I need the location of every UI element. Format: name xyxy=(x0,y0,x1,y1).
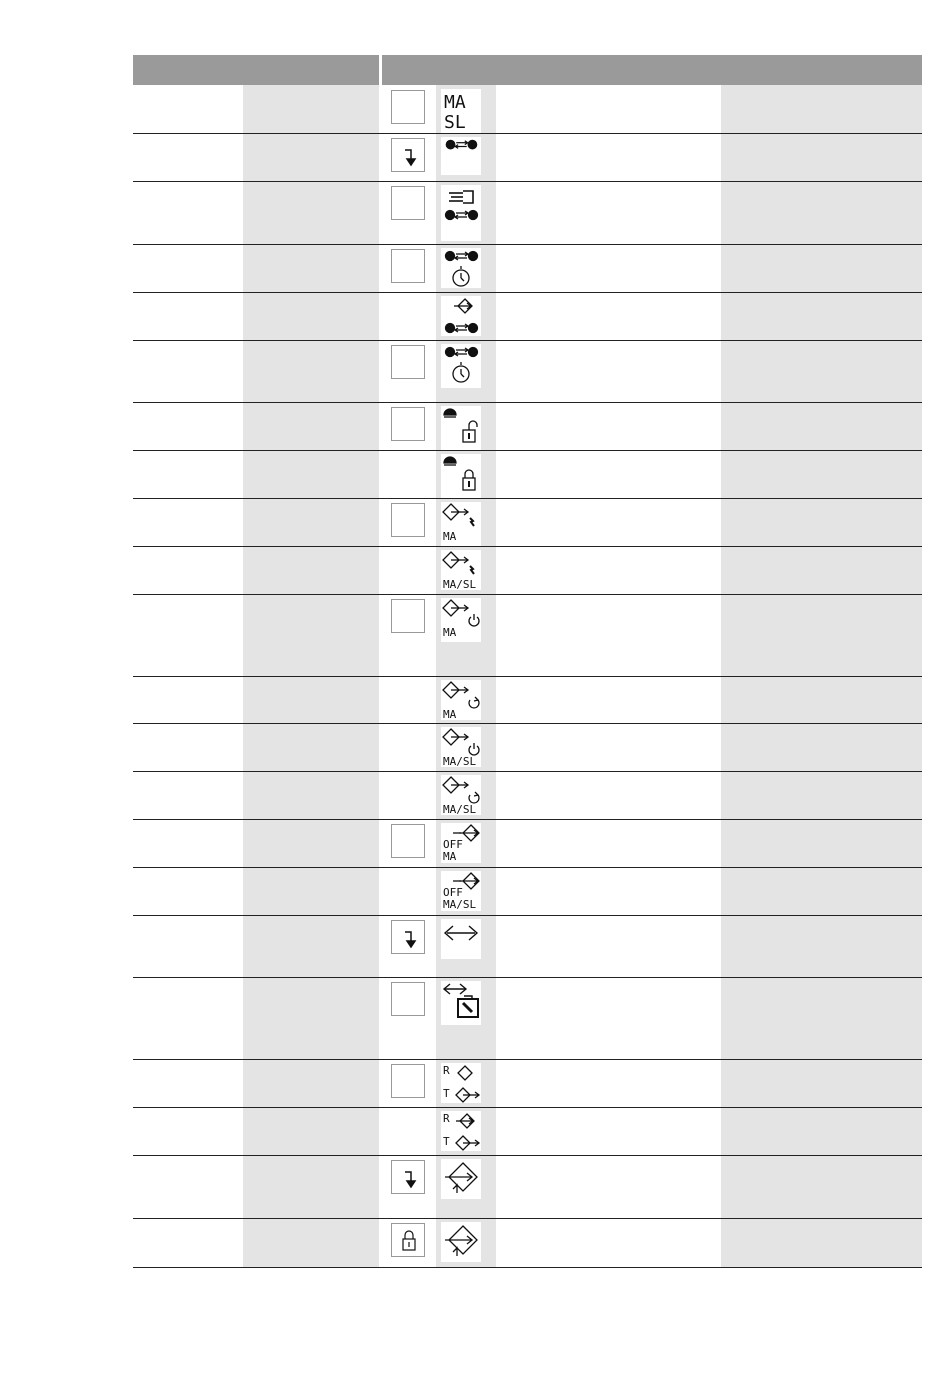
ext-off-ma-sl-icon xyxy=(441,871,481,911)
setting-button[interactable] xyxy=(391,599,425,633)
icon-label: MA/SL xyxy=(443,755,477,767)
icon-label: MA/SL xyxy=(443,578,477,590)
row-separator xyxy=(133,133,922,134)
pump-exchange-timer-icon xyxy=(441,248,481,288)
pump-exchange-timer-icon xyxy=(441,344,481,388)
icon-label: MA/SL xyxy=(443,803,477,815)
parallel-pump-exchange-icon xyxy=(441,185,481,241)
analog-input-locked-icon xyxy=(441,1222,481,1262)
fault-signal-ma-sl-icon xyxy=(441,550,481,590)
icon-label: SL xyxy=(444,112,466,133)
setting-button[interactable] xyxy=(391,982,425,1016)
pump-unlocked-icon xyxy=(441,406,481,450)
table-header-left xyxy=(133,55,379,85)
row-separator xyxy=(133,292,922,293)
arrow-down-icon xyxy=(392,139,426,173)
row-separator xyxy=(133,402,922,403)
row-separator xyxy=(133,676,922,677)
icon-label: OFF xyxy=(443,838,463,851)
run-signal-ma-sl-icon xyxy=(441,727,481,767)
analog-input-icon xyxy=(441,1159,481,1199)
setting-button[interactable] xyxy=(391,1064,425,1098)
icon-label: MA xyxy=(444,92,466,113)
setting-button[interactable] xyxy=(391,824,425,858)
row-separator xyxy=(133,977,922,978)
icon-label: MA xyxy=(443,850,457,863)
menu-enter-button[interactable] xyxy=(391,138,425,172)
icon-label: MA xyxy=(443,530,457,543)
table-header-right xyxy=(382,55,922,85)
arrow-down-icon xyxy=(392,1161,426,1195)
lock-button[interactable] xyxy=(391,1223,425,1257)
lock-icon xyxy=(392,1224,426,1258)
setting-button[interactable] xyxy=(391,503,425,537)
row-separator xyxy=(133,498,922,499)
menu-enter-button[interactable] xyxy=(391,1160,425,1194)
operation-signal-ma-icon xyxy=(441,680,481,720)
icon-label: R xyxy=(443,1064,450,1077)
row-separator xyxy=(133,819,922,820)
setting-button[interactable] xyxy=(391,186,425,220)
fault-signal-ma-icon xyxy=(441,502,481,546)
row-separator xyxy=(133,1218,922,1219)
row-separator xyxy=(133,594,922,595)
communication-service-icon xyxy=(441,981,481,1025)
row-separator xyxy=(133,1267,922,1268)
icon-label: OFF xyxy=(443,886,463,899)
menu-enter-button[interactable] xyxy=(391,920,425,954)
row-separator xyxy=(133,1155,922,1156)
setting-button[interactable] xyxy=(391,407,425,441)
communication-icon xyxy=(441,919,481,959)
receive-transmit-icon xyxy=(441,1063,481,1103)
pump-exchange-icon xyxy=(441,137,481,175)
row-separator xyxy=(133,771,922,772)
pump-locked-icon xyxy=(441,454,481,498)
row-separator xyxy=(133,915,922,916)
setting-button[interactable] xyxy=(391,345,425,379)
input-pump-exchange-icon xyxy=(441,296,481,336)
icon-label: T xyxy=(443,1087,450,1100)
row-separator xyxy=(133,867,922,868)
row-separator xyxy=(133,1059,922,1060)
icon-label: R xyxy=(443,1112,450,1125)
row-separator xyxy=(133,244,922,245)
operation-signal-ma-sl-icon xyxy=(441,775,481,815)
row-separator xyxy=(133,546,922,547)
mode-ma-sl-icon xyxy=(441,89,481,133)
row-separator xyxy=(133,340,922,341)
row-separator xyxy=(133,723,922,724)
run-signal-ma-icon xyxy=(441,598,481,642)
row-separator xyxy=(133,450,922,451)
setting-button[interactable] xyxy=(391,249,425,283)
setting-button[interactable] xyxy=(391,90,425,124)
icon-label: MA xyxy=(443,626,457,639)
receive-transmit-active-icon xyxy=(441,1111,481,1151)
icon-label: MA/SL xyxy=(443,898,477,911)
arrow-down-icon xyxy=(392,921,426,955)
icon-label: MA xyxy=(443,708,457,720)
row-separator xyxy=(133,1107,922,1108)
icon-label: T xyxy=(443,1135,450,1148)
ext-off-ma-icon xyxy=(441,823,481,863)
row-separator xyxy=(133,181,922,182)
